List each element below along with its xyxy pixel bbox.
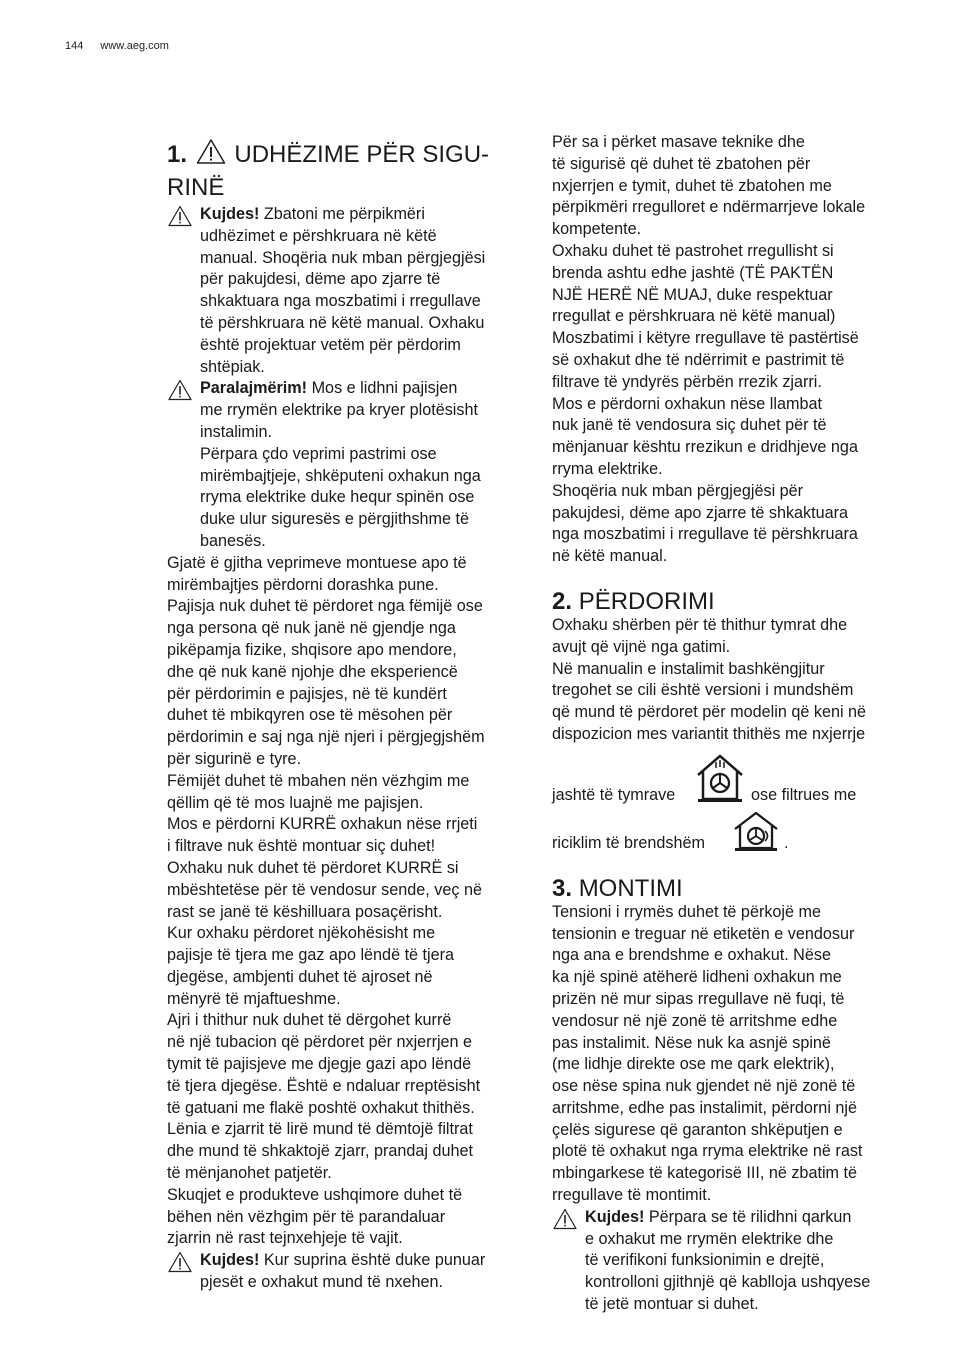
- text-line: mënyrë të mjaftueshme.: [167, 989, 341, 1008]
- text-line: tregohet se cili është versioni i mundshëm: [552, 681, 854, 700]
- text-line: nxjerrjen e tymit, duhet të zbatohen me: [552, 176, 832, 195]
- text-line: riciklim të brendshëm: [552, 833, 705, 852]
- text-line: nga ana e brendshme e oxhakut. Nëse: [552, 946, 831, 965]
- text-line: djegëse, ambjenti duhet të ajroset në: [167, 967, 433, 986]
- text-line: në këtë manual.: [552, 547, 668, 566]
- text-line: të sigurisë që duhet të zbatohen për: [552, 154, 811, 173]
- warning-block-1: [167, 204, 529, 378]
- text-line: Oxhaku nuk duhet të përdoret KURRË si: [167, 858, 459, 877]
- text-line: rryma elektrike duke hequr spinën ose: [200, 488, 475, 507]
- text-line: Moszbatimi i këtyre rregullave të pastërtisë: [552, 329, 859, 348]
- page-header: [65, 40, 169, 52]
- text-line: pas instalimit. Nëse nuk ka asnjë spinë: [552, 1033, 831, 1052]
- text-line: jashtë të tymrave: [552, 785, 676, 804]
- text-line: çelës sigurese që garanton shkëputjen e: [552, 1120, 843, 1139]
- text-line: brenda ashtu edhe jashtë (TË PAKTËN: [552, 263, 834, 282]
- section-2-number: 2.: [552, 587, 573, 615]
- recirculation-variant-line: [552, 807, 914, 855]
- warning-3-text: [200, 1250, 529, 1294]
- section-1-title-line1: UDHËZIME PËR SIGU-: [234, 141, 490, 168]
- text-line: filtrave të yndyrës përbën rrezik zjarri.: [552, 372, 822, 391]
- text-line: Kur oxhaku përdoret njëkohësisht me: [167, 924, 436, 943]
- text-line: instalimin.: [200, 422, 272, 441]
- text-line: ka një spinë atëherë lidheni oxhakun me: [552, 968, 842, 987]
- text-line: rregullave të montimit.: [552, 1186, 712, 1205]
- text-line: mirëmbajtjes përdorni dorashka pune.: [167, 575, 439, 594]
- section-1-body: [167, 553, 529, 1251]
- text-line: të gatuani me flakë poshtë oxhakut thithës.: [167, 1098, 475, 1117]
- section-3-title: MONTIMI: [578, 874, 683, 902]
- text-line: të tjera djegëse. Është e ndaluar rreptësisht: [167, 1076, 481, 1095]
- section-3-body: [552, 902, 914, 1207]
- text-line: Oxhaku duhet të pastrohet rregullisht si: [552, 241, 834, 260]
- text-line: përdorimin e saj nga një njeri i përgjegjshëm: [167, 728, 485, 747]
- warning-4-label: Kujdes!: [585, 1207, 645, 1226]
- text-line: bëhen nën vëzhgim për të parandaluar: [167, 1207, 446, 1226]
- text-line: është projektuar vetëm për përdorim: [200, 335, 461, 354]
- section-2-heading: [552, 588, 914, 615]
- text-line: mirëmbajtjeje, shkëputeni oxhakun nga: [200, 466, 481, 485]
- text-line: me rrymën elektrike pa kryer plotësisht: [200, 401, 478, 420]
- text-line: të mënjanohet patjetër.: [167, 1164, 332, 1183]
- text-line: ose nëse spina nuk gjendet në një zonë të: [552, 1077, 856, 1096]
- text-line: Përpara çdo veprimi pastrimi ose: [200, 444, 437, 463]
- warning-4-text: [585, 1207, 914, 1316]
- warning-icon: [553, 1208, 577, 1230]
- text-line: në një tubacion që përdoret për nxjerrjen e: [167, 1033, 473, 1052]
- text-line: Pajisja nuk duhet të përdoret nga fëmijë ose: [167, 597, 483, 616]
- text-line: ose filtrues me: [751, 785, 857, 804]
- text-line: tensionin e treguar në etiketën e vendosur: [552, 924, 855, 943]
- text-line: të jetë montuar si duhet.: [585, 1295, 759, 1314]
- text-line: të verifikoni funksionimin e drejtë,: [585, 1251, 825, 1270]
- text-line: mënjanuar kështu rrezikun e dridhjeve nga: [552, 438, 858, 457]
- section-1-number: 1.: [167, 141, 188, 168]
- text-line: pikëpamja fizike, shqisore apo mendore,: [167, 640, 457, 659]
- page-number: 144: [65, 40, 84, 52]
- warning-1-label: Kujdes!: [200, 205, 260, 223]
- text-line: nga moszbatimi i rregullave të përshkruara: [552, 525, 858, 544]
- section-1-title-line2: RINË: [167, 174, 225, 201]
- text-line: zjarrin në rast tejnxehjeje të vajit.: [167, 1229, 403, 1248]
- text-line: Mos e përdorni KURRË oxhakun nëse rrjeti: [167, 815, 478, 834]
- text-line: dispozicion mes variantit thithës me nxjerrje: [552, 724, 866, 743]
- text-line: pakujdesi, dëme apo zjarre të shkaktuara: [552, 503, 849, 522]
- text-line: udhëzimet e përshkruara në këtë: [200, 226, 437, 245]
- section-3-heading: [552, 875, 914, 902]
- text-line: NJË HERË NË MUAJ, duke respektuar: [552, 285, 833, 304]
- text-line: kompetente.: [552, 220, 642, 239]
- text-line: prizën në mur sipas rregullave në fuqi, të: [552, 989, 845, 1008]
- text-line: për sigurinë e tyre.: [167, 749, 302, 768]
- website-url: www.aeg.com: [100, 40, 169, 52]
- text-line: rast se janë të këshilluara posaçërisht.: [167, 902, 443, 921]
- text-line: i filtrave nuk është montuar siç duhet!: [167, 837, 436, 856]
- text-line: nuk janë të vendosura siç duhet për të: [552, 416, 827, 435]
- warning-3-label: Kujdes!: [200, 1251, 260, 1270]
- text-line: pjesët e oxhakut mund të nxehen.: [200, 1273, 443, 1292]
- text-line: të përshkruara në këtë manual. Oxhaku: [200, 313, 485, 332]
- text-line: Fëmijët duhet të mbahen nën vëzhgim me: [167, 771, 470, 790]
- text-line: Përpara se të rilidhni qarkun: [648, 1207, 852, 1226]
- text-line: Mos e lidhni pajisjen: [311, 379, 458, 398]
- text-line: së oxhakut dhe të ndërrimit e pastrimit të: [552, 350, 845, 369]
- right-column: [552, 132, 914, 1316]
- left-column: [167, 132, 529, 1294]
- text-line: Tensioni i rrymës duhet të përkojë me: [552, 902, 822, 921]
- text-line: për pakujdesi, dëme apo zjarre të: [200, 270, 441, 289]
- text-line: manual. Shoqëria nuk mban përgjegjësi: [200, 248, 486, 267]
- warning-icon: [168, 379, 192, 401]
- warning-icon: [168, 1251, 192, 1273]
- text-line: kontrolloni gjithnjë që kablloja ushqyese: [585, 1273, 871, 1292]
- text-line: tymit të pajisjeve me djegje gazi apo lëndë: [167, 1055, 472, 1074]
- text-line: rregullat e përshkruara në këtë manual): [552, 307, 836, 326]
- warning-block-4: [552, 1207, 914, 1316]
- text-line: (me lidhje direkte ose me qark elektrik),: [552, 1055, 835, 1074]
- section-1-heading: [167, 138, 529, 204]
- warning-2-text: [200, 378, 529, 552]
- recirculation-house-icon: [732, 811, 780, 853]
- text-line: rryma elektrike.: [552, 459, 663, 478]
- text-line: Lënia e zjarrit të lirë mund të dëmtojë filtrat: [167, 1120, 473, 1139]
- text-line: shkaktuara nga moszbatimi i rregullave: [200, 292, 481, 311]
- text-line: mbështetëse për të vendosur sende, veç në: [167, 880, 482, 899]
- warning-1-text: [200, 204, 529, 378]
- text-line: banesës.: [200, 531, 266, 550]
- warning-block-2: [167, 378, 529, 552]
- text-line: nga persona që nuk janë në gjendje nga: [167, 619, 456, 638]
- text-line: Në manualin e instalimit bashkëngjitur: [552, 659, 825, 678]
- exhaust-house-icon: [694, 753, 746, 805]
- text-line: mbingarkese të kategorisë III, në zbatim të: [552, 1164, 858, 1183]
- text-line: Oxhaku shërben për të thithur tymrat dhe: [552, 615, 848, 634]
- text-line: për përdorimin e pajisjes, në të kundërt: [167, 684, 447, 703]
- exhaust-variant-line: [552, 746, 914, 807]
- text-line: Kur suprina është duke punuar: [263, 1251, 486, 1270]
- text-line: shtëpiak.: [200, 357, 265, 376]
- warning-block-3: [167, 1250, 529, 1294]
- text-line: Gjatë ë gjitha veprimeve montuese apo të: [167, 553, 467, 572]
- text-line: duke ulur siguresës e përgjithshme të: [200, 510, 470, 529]
- text-line: e oxhakut me rrymën elektrike dhe: [585, 1229, 834, 1248]
- section-2-body: [552, 615, 914, 746]
- text-line: avujt që vijnë nga gatimi.: [552, 637, 731, 656]
- warning-2-label: Paralajmërim!: [200, 379, 308, 398]
- text-line: që mund të përdoret për modelin që keni në: [552, 703, 867, 722]
- technical-measures-text: [552, 132, 914, 568]
- text-line: duhet të mbikqyren ose të mësohen për: [167, 706, 453, 725]
- text-line: Ajri i thithur nuk duhet të dërgohet kurrë: [167, 1011, 452, 1030]
- text-line: arritshme, edhe pas instalimit, përdorni një: [552, 1098, 858, 1117]
- section-2-title: PËRDORIMI: [578, 587, 715, 615]
- text-line: .: [784, 833, 789, 852]
- text-line: vendosur në një zonë të arritshme edhe: [552, 1011, 838, 1030]
- section-3-number: 3.: [552, 874, 573, 902]
- text-line: dhe që nuk kanë njohje dhe eksperiencë: [167, 662, 458, 681]
- text-line: përpikmëri rregulloret e ndërmarrjeve lokale: [552, 198, 866, 217]
- text-line: Skuqjet e produkteve ushqimore duhet të: [167, 1185, 463, 1204]
- text-line: dhe mund të shkaktojë zjarr, prandaj duhet: [167, 1142, 473, 1161]
- text-line: Zbatoni me përpikmëri: [263, 205, 425, 223]
- text-line: qëllim që të mos luajnë me pajisjen.: [167, 793, 424, 812]
- warning-icon: [168, 205, 192, 227]
- text-line: Shoqëria nuk mban përgjegjësi për: [552, 481, 804, 500]
- text-line: Mos e përdorni oxhakun nëse llambat: [552, 394, 822, 413]
- warning-icon: [196, 138, 226, 165]
- text-line: plotë të oxhakut nga rryma elektrike në rast: [552, 1142, 863, 1161]
- text-line: pajisje të tjera me gaz apo lëndë të tjera: [167, 946, 455, 965]
- text-line: Për sa i përket masave teknike dhe: [552, 133, 805, 151]
